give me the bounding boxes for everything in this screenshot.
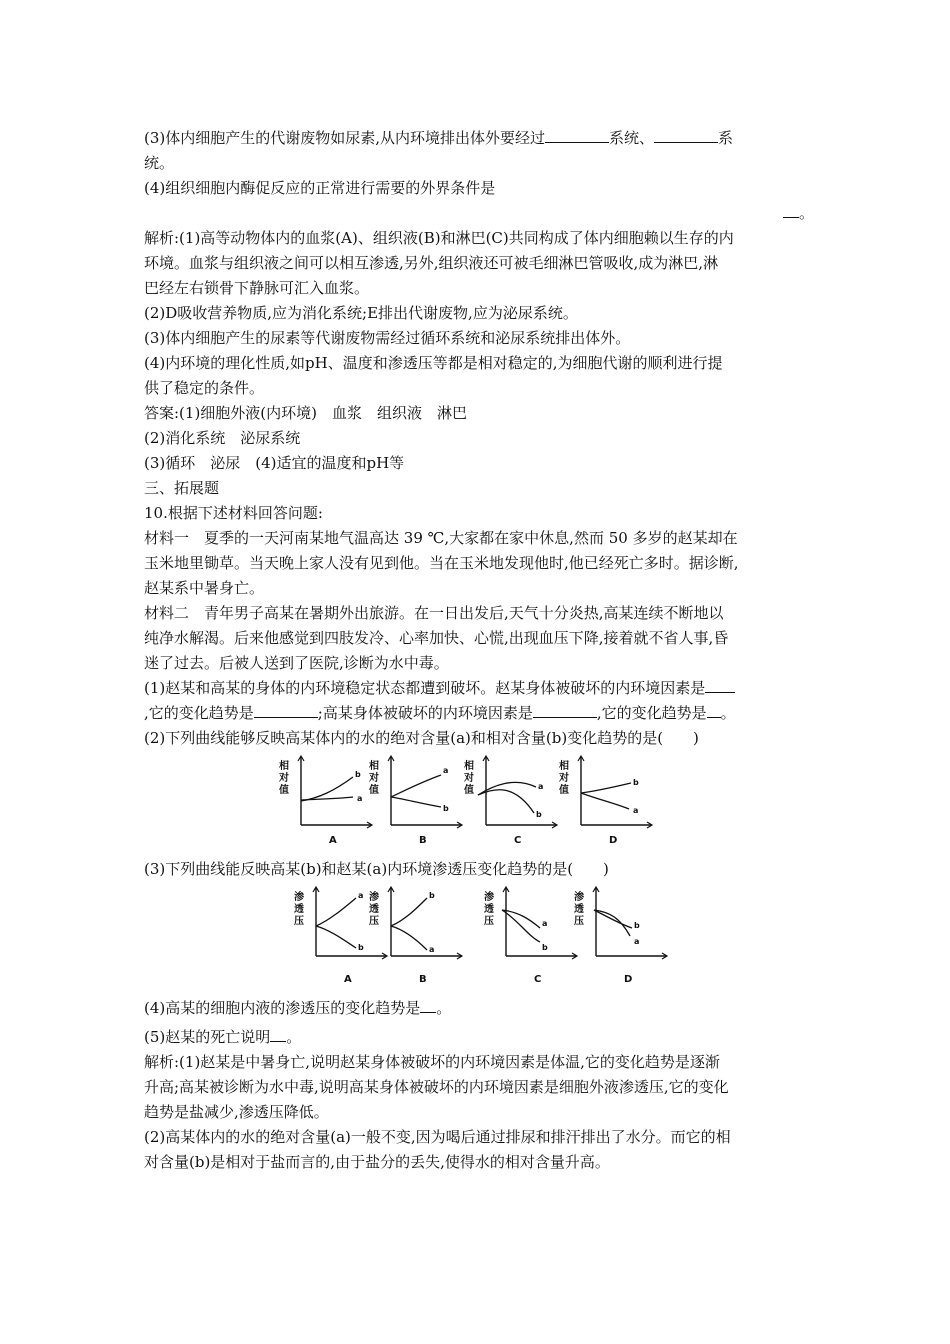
y-axis-label-char: 渗 bbox=[369, 892, 379, 903]
analysis-line: (4)内环境的理化性质,如pH、温度和渗透压等都是相对稳定的,为细胞代谢的顺利进行提 bbox=[144, 354, 723, 372]
curve-a bbox=[594, 910, 630, 936]
subquestion-5 bbox=[144, 1025, 814, 1050]
graph-svg bbox=[279, 755, 374, 847]
graph-svg bbox=[464, 755, 559, 847]
option-graph-B[interactable] bbox=[369, 755, 464, 855]
question-4-answer-line bbox=[144, 201, 814, 226]
section-heading: 三、拓展题 bbox=[144, 479, 220, 497]
curve-a bbox=[391, 926, 427, 950]
option-letter: D bbox=[609, 835, 618, 846]
analysis-line: 供了稳定的条件。 bbox=[144, 379, 265, 397]
curve-b-label: b bbox=[542, 943, 548, 952]
curve-b bbox=[316, 926, 356, 948]
question-3 bbox=[144, 126, 814, 151]
analysis-line: 巴经左右锁骨下静脉可汇入血浆。 bbox=[144, 279, 370, 297]
curve-b-label: b bbox=[355, 770, 361, 779]
curve-a-label: a bbox=[357, 794, 363, 803]
answer-blank[interactable] bbox=[707, 702, 721, 718]
text: (4)高某的细胞内液的渗透压的变化趋势是 bbox=[144, 999, 421, 1017]
option-graph-C[interactable] bbox=[484, 886, 579, 994]
option-graph-A[interactable] bbox=[279, 755, 374, 855]
material-line: 赵某系中暑身亡。 bbox=[144, 579, 265, 597]
y-axis-label-char: 值 bbox=[464, 785, 474, 796]
curve-a-label: a bbox=[633, 806, 639, 815]
curve-a-label: a bbox=[538, 782, 544, 791]
option-letter: C bbox=[514, 835, 522, 846]
curve-b-label: b bbox=[634, 921, 640, 930]
curve-b-label: b bbox=[443, 804, 449, 813]
answer-blank[interactable] bbox=[654, 127, 718, 143]
subquestion-1-cont bbox=[144, 701, 814, 726]
y-axis-label-char: 压 bbox=[484, 916, 494, 927]
material-line: 材料二 青年男子高某在暑期外出旅游。在一日出发后,天气十分炎热,高某连续不断地以 bbox=[144, 604, 724, 622]
y-axis-label-char: 对 bbox=[369, 773, 379, 784]
answer-blank[interactable] bbox=[705, 677, 735, 693]
text: ,它的变化趋势是 bbox=[596, 704, 707, 722]
curve-a bbox=[478, 782, 536, 795]
analysis-line: (2)D吸收营养物质,应为消化系统;E排出代谢废物,应为泌尿系统。 bbox=[144, 304, 578, 322]
answer-blank[interactable] bbox=[545, 127, 609, 143]
curve-a bbox=[581, 793, 629, 809]
curve-b-label: b bbox=[429, 891, 435, 900]
y-axis-label-char: 值 bbox=[279, 785, 289, 796]
graph-svg bbox=[574, 886, 669, 986]
option-graph-D[interactable] bbox=[574, 886, 669, 994]
text-line: 统。 bbox=[144, 154, 175, 172]
graph-svg bbox=[559, 755, 654, 847]
text: 。 bbox=[286, 1028, 302, 1046]
y-axis-label-char: 渗 bbox=[574, 892, 584, 903]
option-letter: B bbox=[419, 835, 427, 846]
text: ,它的变化趋势是 bbox=[144, 704, 254, 722]
option-letter: D bbox=[624, 974, 633, 985]
curve-a-label: a bbox=[358, 891, 364, 900]
y-axis-label-char: 相 bbox=[559, 761, 569, 772]
figure-osmotic-pressure-options bbox=[144, 886, 814, 990]
answer-line: 答案:(1)细胞外液(内环境) 血浆 组织液 淋巴 bbox=[144, 404, 468, 422]
y-axis-label-char: 透 bbox=[369, 904, 379, 915]
curve-b bbox=[594, 910, 632, 928]
curve-b bbox=[581, 783, 631, 793]
curve-a bbox=[391, 775, 441, 797]
text: ;高某身体被破坏的内环境因素是 bbox=[317, 704, 533, 722]
analysis-line: 解析:(1)高等动物体内的血浆(A)、组织液(B)和淋巴(C)共同构成了体内细胞赖以生存的内 bbox=[144, 229, 734, 247]
graph-svg bbox=[369, 886, 464, 986]
text: (5)赵某的死亡说明 bbox=[144, 1028, 271, 1046]
answer-blank[interactable] bbox=[783, 202, 799, 218]
option-letter: C bbox=[534, 974, 542, 985]
y-axis-label-char: 压 bbox=[369, 916, 379, 927]
curve-a-label: a bbox=[429, 945, 435, 954]
y-axis-label-char: 透 bbox=[574, 904, 584, 915]
text: (3)体内细胞产生的代谢废物如尿素,从内环境排出体外要经过 bbox=[144, 129, 546, 147]
answer-line: (2)消化系统 泌尿系统 bbox=[144, 429, 301, 447]
analysis-line: (2)高某体内的水的绝对含量(a)一般不变,因为喝后通过排尿和排汗排出了水分。而它的相 bbox=[144, 1128, 731, 1146]
text: 。 bbox=[436, 999, 452, 1017]
y-axis-label-char: 值 bbox=[559, 785, 569, 796]
y-axis-label-char: 对 bbox=[559, 773, 569, 784]
y-axis-label-char: 透 bbox=[484, 904, 494, 915]
question-10: 10.根据下述材料回答问题: bbox=[144, 504, 323, 522]
answer-blank[interactable] bbox=[533, 702, 597, 718]
subquestion-4 bbox=[144, 996, 814, 1021]
answer-line: (3)循环 泌尿 (4)适宜的温度和pH等 bbox=[144, 454, 405, 472]
curve-b bbox=[391, 797, 441, 807]
text: (1)赵某和高某的身体的内环境稳定状态都遭到破坏。赵某身体被破坏的内环境因素是 bbox=[144, 679, 706, 697]
analysis-line: 升高;高某被诊断为水中毒,说明高某身体被破坏的内环境因素是细胞外液渗透压,它的变化 bbox=[144, 1078, 729, 1096]
text: 系统、 bbox=[609, 129, 655, 147]
material-line: 材料一 夏季的一天河南某地气温高达 39 ℃,大家都在家中休息,然而 50 多岁的赵某却在 bbox=[144, 529, 738, 547]
y-axis-label-char: 对 bbox=[464, 773, 474, 784]
graph-svg bbox=[484, 886, 579, 986]
y-axis-label-char: 相 bbox=[464, 761, 474, 772]
y-axis-label-char: 透 bbox=[294, 904, 304, 915]
answer-blank[interactable] bbox=[420, 997, 436, 1013]
y-axis-label-char: 渗 bbox=[294, 892, 304, 903]
curve-b-label: b bbox=[536, 810, 542, 819]
option-graph-D[interactable] bbox=[559, 755, 654, 855]
y-axis-label-char: 渗 bbox=[484, 892, 494, 903]
option-graph-C[interactable] bbox=[464, 755, 559, 855]
curve-a bbox=[316, 898, 356, 926]
analysis-line: 趋势是盐减少,渗透压降低。 bbox=[144, 1103, 329, 1121]
document-page bbox=[144, 126, 814, 1175]
y-axis-label-char: 对 bbox=[279, 773, 289, 784]
question-4: (4)组织细胞内酶促反应的正常进行需要的外界条件是 bbox=[144, 179, 496, 197]
graph-svg bbox=[369, 755, 464, 847]
text: 。 bbox=[720, 704, 736, 722]
answer-blank[interactable] bbox=[270, 1026, 286, 1042]
figure-relative-value-options bbox=[144, 755, 814, 851]
material-line: 迷了过去。后被人送到了医院,诊断为水中毒。 bbox=[144, 654, 449, 672]
option-letter: A bbox=[344, 974, 352, 985]
analysis-line: 解析:(1)赵某是中暑身亡,说明赵某身体被破坏的内环境因素是体温,它的变化趋势是逐渐 bbox=[144, 1053, 720, 1071]
option-letter: B bbox=[419, 974, 427, 985]
text: 系 bbox=[718, 129, 734, 147]
subquestion-1 bbox=[144, 676, 814, 701]
analysis-line: 环境。血浆与组织液之间可以相互渗透,另外,组织液还可被毛细淋巴管吸收,成为淋巴,淋 bbox=[144, 254, 719, 272]
y-axis-label-char: 值 bbox=[369, 785, 379, 796]
subquestion-3: (3)下列曲线能反映高某(b)和赵某(a)内环境渗透压变化趋势的是( ) bbox=[144, 860, 609, 878]
y-axis-label-char: 相 bbox=[279, 761, 289, 772]
y-axis-label-char: 压 bbox=[574, 916, 584, 927]
option-graph-B[interactable] bbox=[369, 886, 464, 994]
y-axis-label-char: 相 bbox=[369, 761, 379, 772]
analysis-line: (3)体内细胞产生的尿素等代谢废物需经过循环系统和泌尿系统排出体外。 bbox=[144, 329, 631, 347]
option-letter: A bbox=[329, 835, 337, 846]
curve-a-label: a bbox=[634, 937, 640, 946]
curve-b-label: b bbox=[358, 943, 364, 952]
material-line: 玉米地里锄草。当天晚上家人没有见到他。当在玉米地发现他时,他已经死亡多时。据诊断, bbox=[144, 554, 739, 572]
analysis-line: 对含量(b)是相对于盐而言的,由于盐分的丢失,使得水的相对含量升高。 bbox=[144, 1153, 610, 1171]
curve-b-label: b bbox=[633, 778, 639, 787]
curve-a-label: a bbox=[443, 766, 449, 775]
answer-blank[interactable] bbox=[254, 702, 318, 718]
text: 。 bbox=[798, 204, 814, 222]
curve-a-label: a bbox=[542, 919, 548, 928]
y-axis-label-char: 压 bbox=[294, 916, 304, 927]
subquestion-2: (2)下列曲线能够反映高某体内的水的绝对含量(a)和相对含量(b)变化趋势的是( ) bbox=[144, 729, 699, 747]
material-line: 纯净水解渴。后来他感觉到四肢发冷、心率加快、心慌,出现血压下降,接着就不省人事,昏 bbox=[144, 629, 729, 647]
curve-b bbox=[391, 898, 427, 926]
